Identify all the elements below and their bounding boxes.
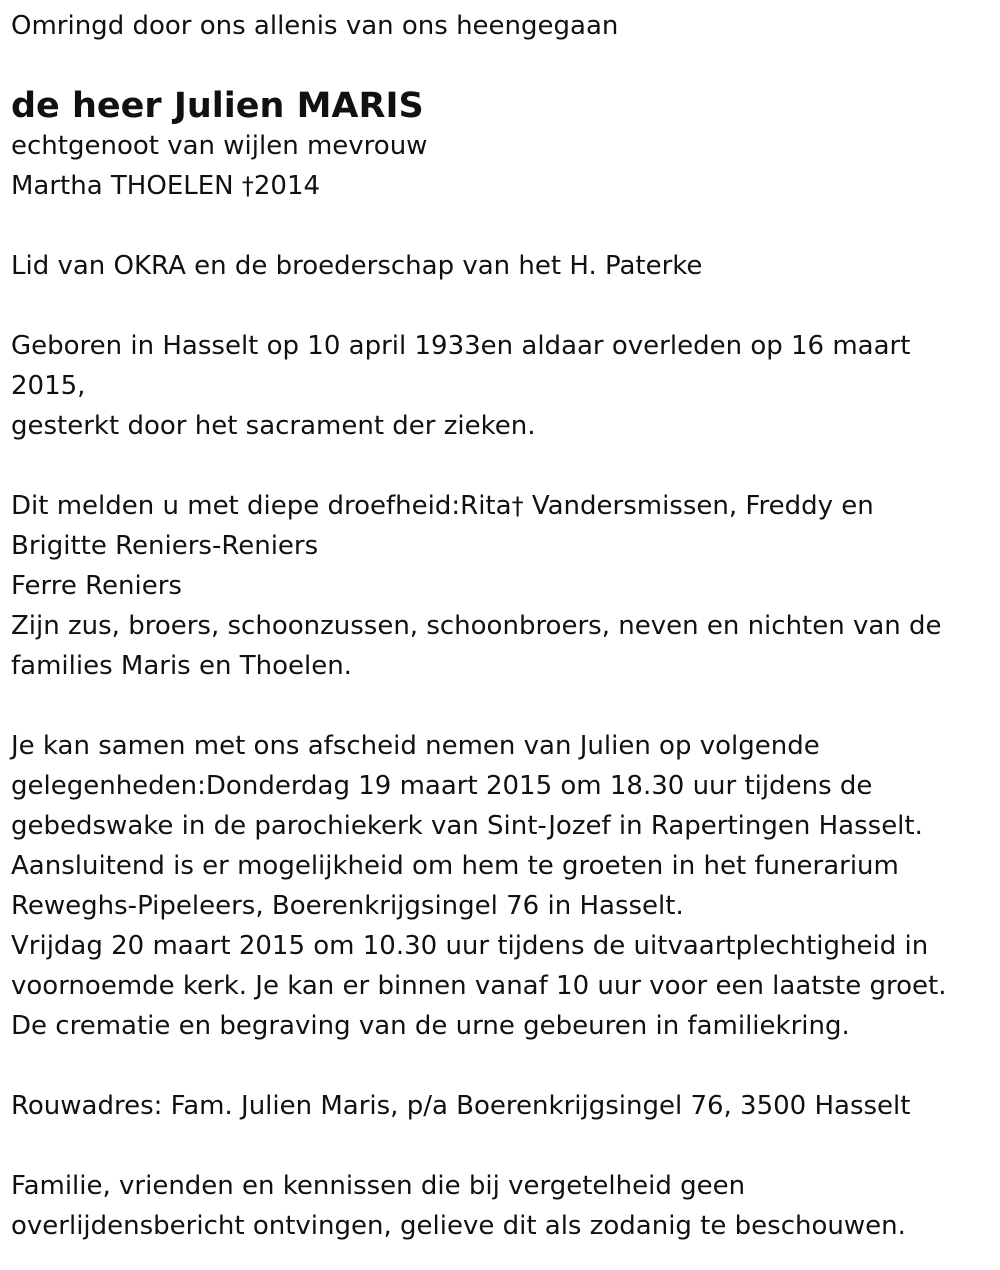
closing-line: Familie, vrienden en kennissen die bij vergetelheid geen xyxy=(11,1171,746,1201)
spacer xyxy=(11,1046,976,1086)
farewell-line: Vrijdag 20 maart 2015 om 10.30 uur tijdens de uitvaartplechtigheid in xyxy=(11,931,929,961)
spacer xyxy=(11,206,976,246)
farewell-line: voornoemde kerk. Je kan er binnen vanaf 10 uur voor een laatste groet. xyxy=(11,971,947,1001)
sacrament-line: gesterkt door het sacrament der zieken. xyxy=(11,411,536,441)
farewell-line: Aansluitend is er mogelijkheid om hem te groeten in het funerarium xyxy=(11,851,899,881)
announcers-line xyxy=(11,486,976,526)
spouse-name-line xyxy=(11,166,976,206)
spacer xyxy=(11,286,976,326)
farewell-line: Reweghs-Pipeleers, Boerenkrijgsingel 76 in Hasselt. xyxy=(11,891,684,921)
membership-text: Lid van OKRA en de broederschap van het H. Paterke xyxy=(11,251,703,281)
announcers-line: Brigitte Reniers-Reniers xyxy=(11,531,319,561)
spacer xyxy=(11,46,976,86)
announcers-text: Dit melden u met diepe droefheid:Rita xyxy=(11,491,512,521)
announcers-line: families Maris en Thoelen. xyxy=(11,651,352,681)
mourning-address: Rouwadres: Fam. Julien Maris, p/a Boerenkrijgsingel 76, 3500 Hasselt xyxy=(11,1091,911,1121)
intro-text: Omringd door ons allenis van ons heengegaan xyxy=(11,11,619,41)
farewell-line: gebedswake in de parochiekerk van Sint-Jozef in Rapertingen Hasselt. xyxy=(11,811,923,841)
spouse-name: Martha THOELEN xyxy=(11,171,234,201)
announcers-text: Vandersmissen, Freddy en xyxy=(523,491,874,521)
spacer xyxy=(11,1126,976,1166)
deceased-name: de heer Julien MARIS xyxy=(11,86,424,126)
announcers-line: Zijn zus, broers, schoonzussen, schoonbroers, neven en nichten van de xyxy=(11,611,942,641)
cross-icon: † xyxy=(511,492,524,520)
spacer xyxy=(11,686,976,726)
farewell-line: gelegenheden:Donderdag 19 maart 2015 om 18.30 uur tijdens de xyxy=(11,771,873,801)
farewell-line: De crematie en begraving van de urne gebeuren in familiekring. xyxy=(11,1011,850,1041)
spacer xyxy=(11,446,976,486)
cross-icon: † xyxy=(241,172,254,200)
birth-death-line: 2015, xyxy=(11,371,86,401)
announcers-line: Ferre Reniers xyxy=(11,571,182,601)
closing-line: overlijdensbericht ontvingen, gelieve dit als zodanig te beschouwen. xyxy=(11,1211,906,1241)
spouse-line: echtgenoot van wijlen mevrouw xyxy=(11,131,428,161)
spouse-death-year: 2014 xyxy=(253,171,321,201)
birth-death-line: Geboren in Hasselt op 10 april 1933en aldaar overleden op 16 maart xyxy=(11,331,911,361)
farewell-line: Je kan samen met ons afscheid nemen van Julien op volgende xyxy=(11,731,820,761)
